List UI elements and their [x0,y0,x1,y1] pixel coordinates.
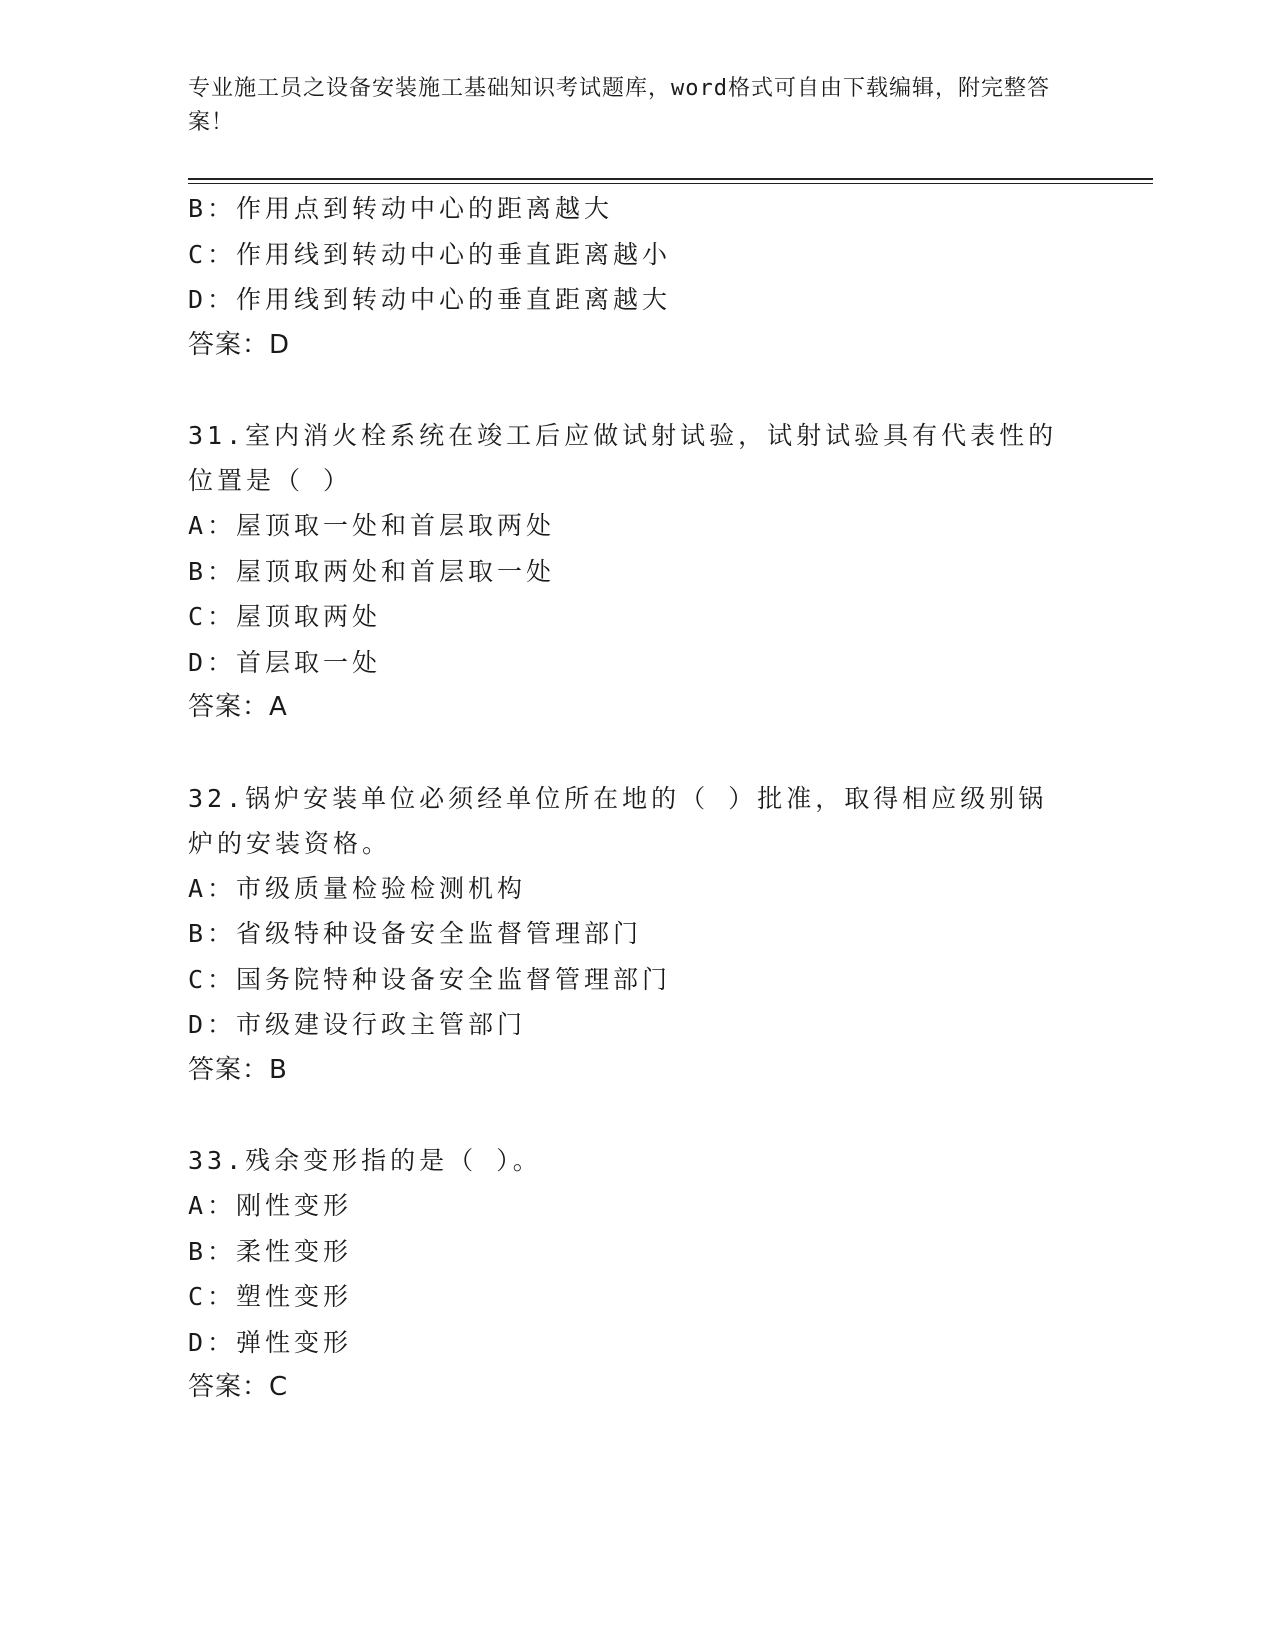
answer-line: 答案：A [188,692,288,722]
question-text: 33.残余变形指的是（ ）。 [188,1146,542,1175]
question-text: 32.锅炉安装单位必须经单位所在地的（ ）批准，取得相应级别锅炉的安装资格。 [188,783,1048,858]
spacer [188,731,1088,776]
option-d: D：弹性变形 [188,1327,353,1357]
option-d: D：市级建设行政主管部门 [188,1010,527,1039]
option-c: C：塑性变形 [188,1282,353,1311]
question-list [188,186,1088,1411]
question-text: 31.室内消火栓系统在竣工后应做试射试验，试射试验具有代表性的位置是（ ） [188,421,1058,495]
question-continued [188,186,1088,368]
header-divider-thick [188,178,1153,180]
option-a: A：市级质量检验检测机构 [188,873,527,903]
option-a: A：屋顶取一处和首层取两处 [188,511,556,540]
option-b: B：屋顶取两处和首层取一处 [188,556,556,586]
answer-line: 答案：B [188,1054,288,1085]
header-divider-thin [188,183,1153,184]
answer-line: 答案：C [188,1372,289,1402]
question-31 [188,413,1088,731]
option-c: C：国务院特种设备安全监督管理部门 [188,964,672,994]
option-d: D：作用线到转动中心的垂直距离越大 [188,285,672,314]
option-b: B：柔性变形 [188,1236,353,1266]
spacer [188,1093,1088,1138]
question-32 [188,776,1088,1094]
question-33 [188,1138,1088,1411]
document-header-title: 专业施工员之设备安装施工基础知识考试题库，word格式可自由下载编辑，附完整答案！ [188,76,1050,135]
option-c: C：屋顶取两处 [188,602,382,631]
answer-line: 答案：D [188,329,291,360]
option-c: C：作用线到转动中心的垂直距离越小 [188,239,672,269]
spacer [188,368,1088,413]
option-b: B：作用点到转动中心的距离越大 [188,194,614,223]
option-d: D：首层取一处 [188,647,382,677]
option-b: B：省级特种设备安全监督管理部门 [188,919,643,948]
option-a: A：刚性变形 [188,1191,353,1220]
